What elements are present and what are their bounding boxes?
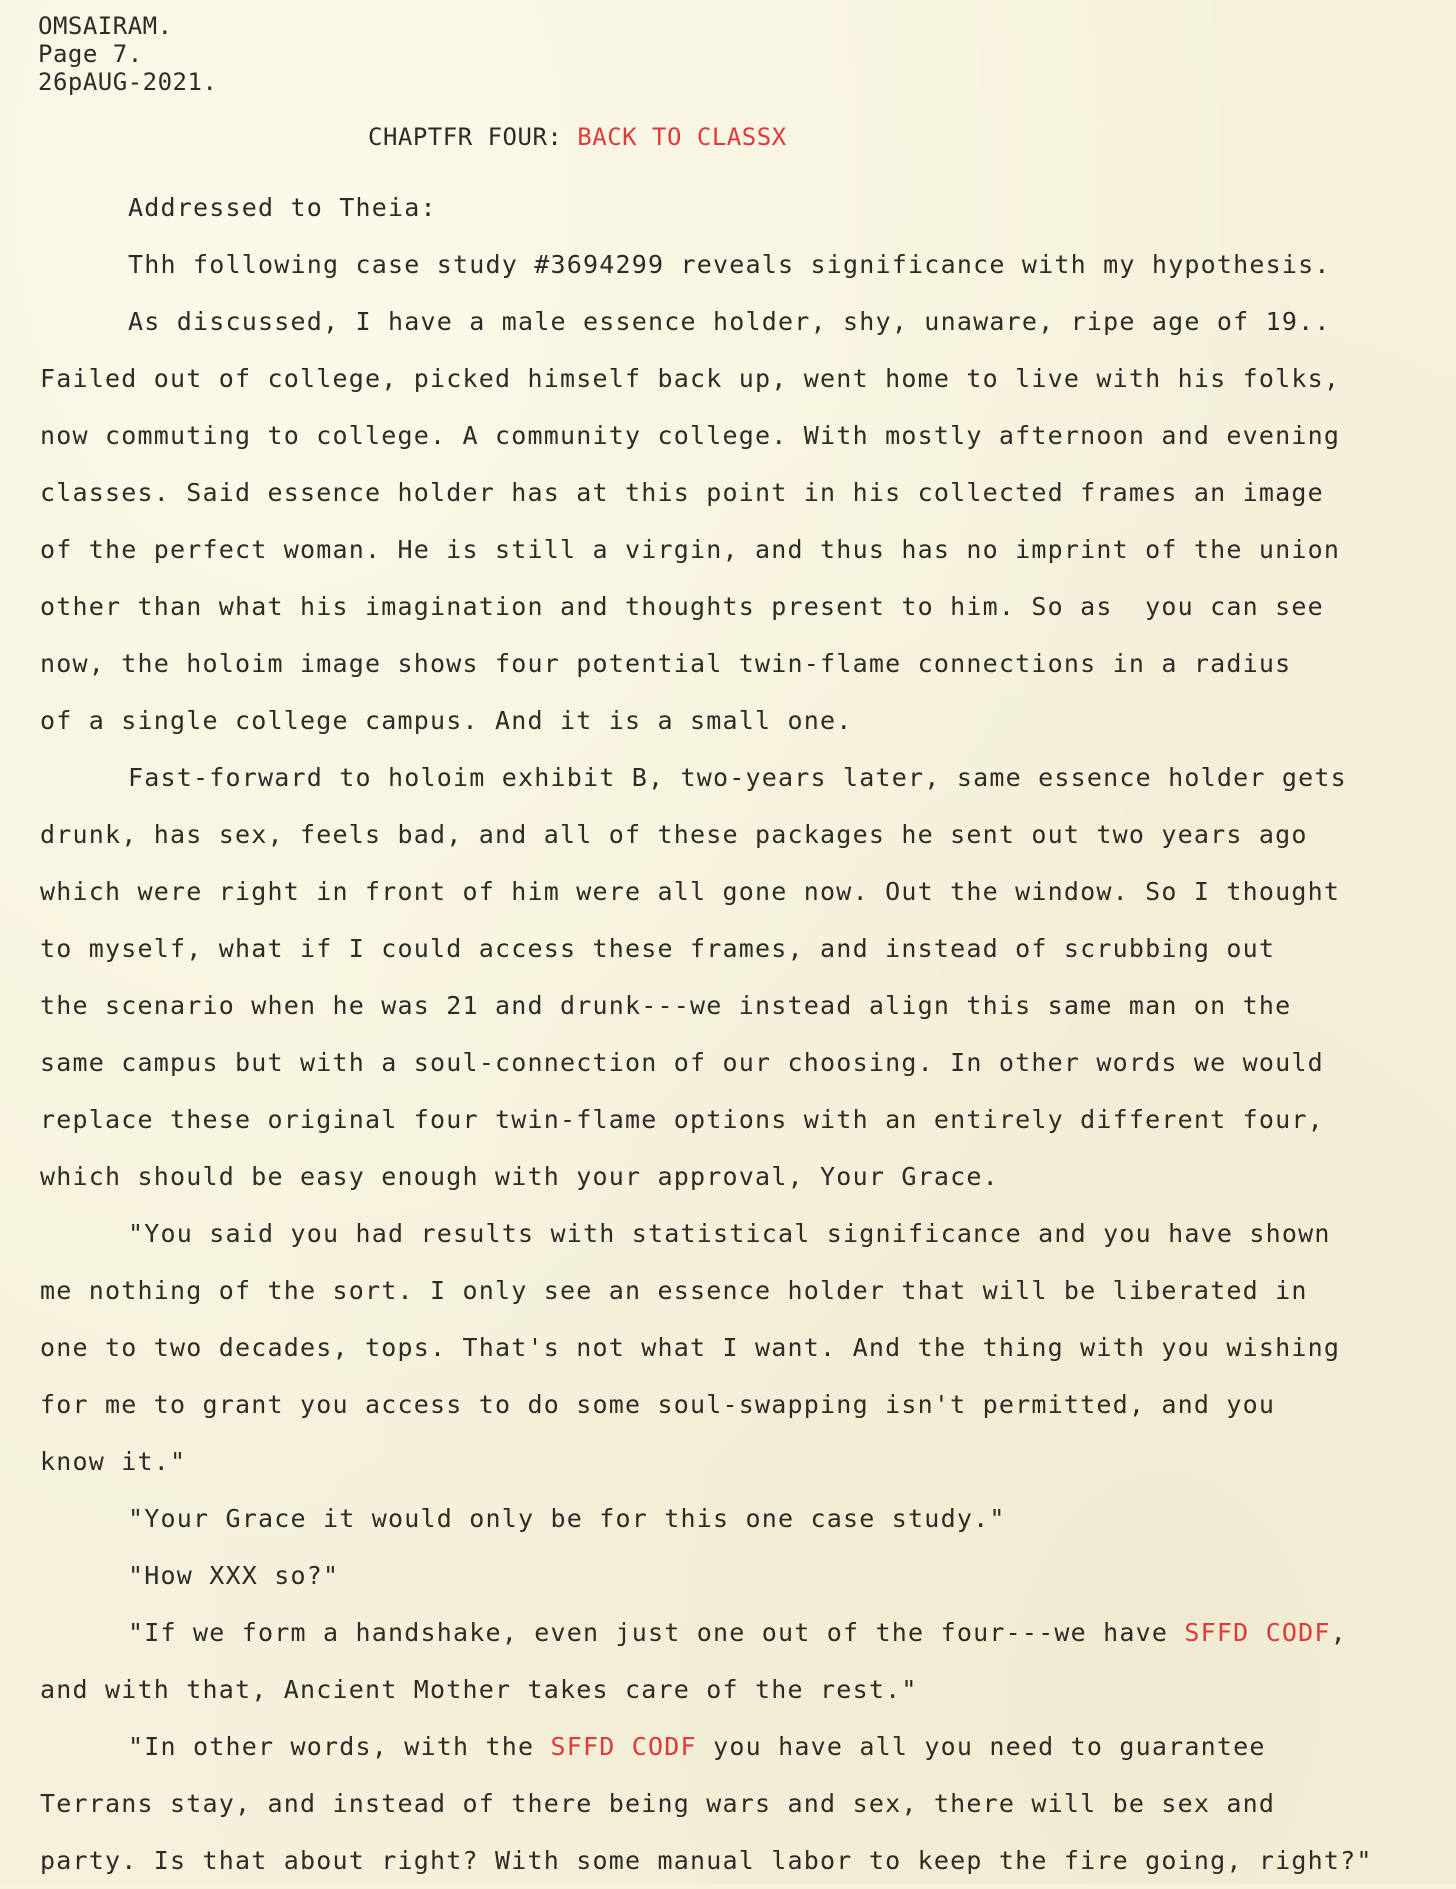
page-header <box>38 12 217 96</box>
text-line: As discussed, I have a male essence holder, shy, unaware, ripe age of 19.. <box>128 307 1331 336</box>
text-line: "How XXX so?" <box>128 1561 340 1590</box>
text-line: Addressed to Theia: <box>128 193 437 222</box>
text-line: party. Is that about right? With some manual labor to keep the fire going, right?" <box>40 1846 1373 1875</box>
text-segment: you have all you need to guarantee <box>696 1732 1266 1761</box>
text-line: which should be easy enough with your approval, Your Grace. <box>40 1162 999 1191</box>
text-line <box>40 1718 1420 1775</box>
text-line: know it." <box>40 1447 187 1476</box>
text-line: "You said you had results with statistical significance and you have shown <box>128 1219 1331 1248</box>
chapter-title-red: BACK TO CLASSX <box>577 123 787 151</box>
text-line: Terrans stay, and instead of there being wars and sex, there will be sex and <box>40 1789 1276 1818</box>
body-text <box>40 179 1420 1889</box>
text-line: classes. Said essence holder has at this point in his collected frames an image <box>40 478 1324 507</box>
text-line: to myself, what if I could access these frames, and instead of scrubbing out <box>40 934 1276 963</box>
red-seed-code-text: SFFD CODF <box>1184 1618 1331 1647</box>
text-line: drunk, has sex, feels bad, and all of these packages he sent out two years ago <box>40 820 1308 849</box>
text-line: replace these original four twin-flame options with an entirely different four, <box>40 1105 1324 1134</box>
chapter-title <box>368 123 787 151</box>
text-line: of a single college campus. And it is a small one. <box>40 706 853 735</box>
text-line: "Your Grace it would only be for this one case study." <box>128 1504 1006 1533</box>
header-line-1: OMSAIRAM. <box>38 12 173 40</box>
header-line-3: 26pAUG-2021. <box>38 68 218 96</box>
text-segment: "If we form a handshake, even just one out of the four---we have <box>128 1618 1185 1647</box>
text-line: one to two decades, tops. That's not what I want. And the thing with you wishing <box>40 1333 1341 1362</box>
text-line: now commuting to college. A community college. With mostly afternoon and evening <box>40 421 1341 450</box>
text-line: now, the holoim image shows four potential twin-flame connections in a radius <box>40 649 1292 678</box>
header-line-2: Page 7. <box>38 40 143 68</box>
text-line: Failed out of college, picked himself back up, went home to live with his folks, <box>40 364 1341 393</box>
text-line: Fast-forward to holoim exhibit B, two-years later, same essence holder gets <box>128 763 1347 792</box>
text-line: and with that, Ancient Mother takes care of the rest." <box>40 1675 918 1704</box>
text-line: me nothing of the sort. I only see an essence holder that will be liberated in <box>40 1276 1308 1305</box>
text-line: Thh following case study #3694299 reveals significance with my hypothesis. <box>128 250 1331 279</box>
text-line: same campus but with a soul-connection of our choosing. In other words we would <box>40 1048 1324 1077</box>
red-seed-code-text: SFFD CODF <box>550 1732 697 1761</box>
text-line: the scenario when he was 21 and drunk---we instead align this same man on the <box>40 991 1292 1020</box>
text-line: other than what his imagination and thoughts present to him. So as you can see <box>40 592 1324 621</box>
text-line: of the perfect woman. He is still a virgin, and thus has no imprint of the union <box>40 535 1341 564</box>
text-segment: "In other words, with the <box>128 1732 551 1761</box>
text-segment: , <box>1330 1618 1347 1647</box>
chapter-title-prefix: CHAPTFR FOUR: <box>368 123 578 151</box>
text-line: for me to grant you access to do some soul-swapping isn't permitted, and you <box>40 1390 1276 1419</box>
text-line: which were right in front of him were all gone now. Out the window. So I thought <box>40 877 1341 906</box>
text-line <box>40 1604 1420 1661</box>
